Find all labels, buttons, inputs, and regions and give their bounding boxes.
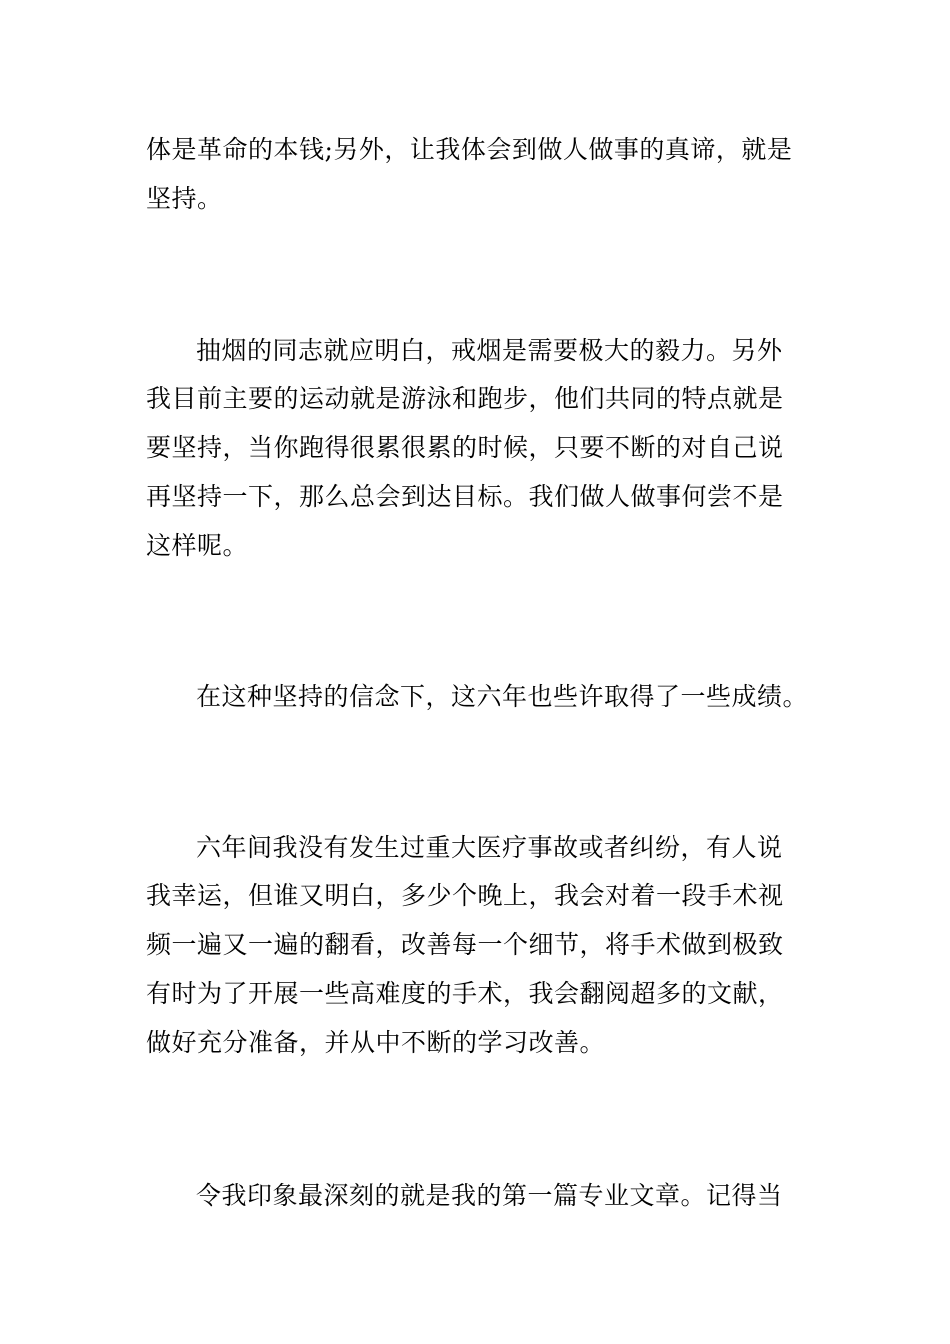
paragraph-line: 我目前主要的运动就是游泳和跑步，他们共同的特点就是 (146, 384, 784, 413)
paragraph-line: 有时为了开展一些高难度的手术，我会翻阅超多的文献， (146, 979, 784, 1008)
paragraph-line: 在这种坚持的信念下，这六年也些许取得了一些成绩。 (196, 682, 809, 711)
paragraph-line: 体是革命的本钱;另外，让我体会到做人做事的真谛，就是 (146, 135, 793, 164)
paragraph-line: 要坚持，当你跑得很累很累的时候，只要不断的对自己说 (146, 433, 784, 462)
paragraph-line: 六年间我没有发生过重大医疗事故或者纠纷，有人说 (196, 833, 783, 862)
paragraph-line: 再坚持一下，那么总会到达目标。我们做人做事何尝不是 (146, 482, 784, 511)
paragraph-line: 令我印象最深刻的就是我的第一篇专业文章。记得当 (196, 1181, 783, 1210)
paragraph-line: 坚持。 (146, 184, 223, 213)
paragraph-line: 这样呢。 (146, 531, 249, 560)
paragraph-line: 频一遍又一遍的翻看，改善每一个细节，将手术做到极致 (146, 930, 784, 959)
paragraph-line: 做好充分准备，并从中不断的学习改善。 (146, 1028, 606, 1057)
paragraph-line: 抽烟的同志就应明白，戒烟是需要极大的毅力。另外 (196, 336, 783, 365)
paragraph-line: 我幸运，但谁又明白，多少个晚上，我会对着一段手术视 (146, 881, 784, 910)
